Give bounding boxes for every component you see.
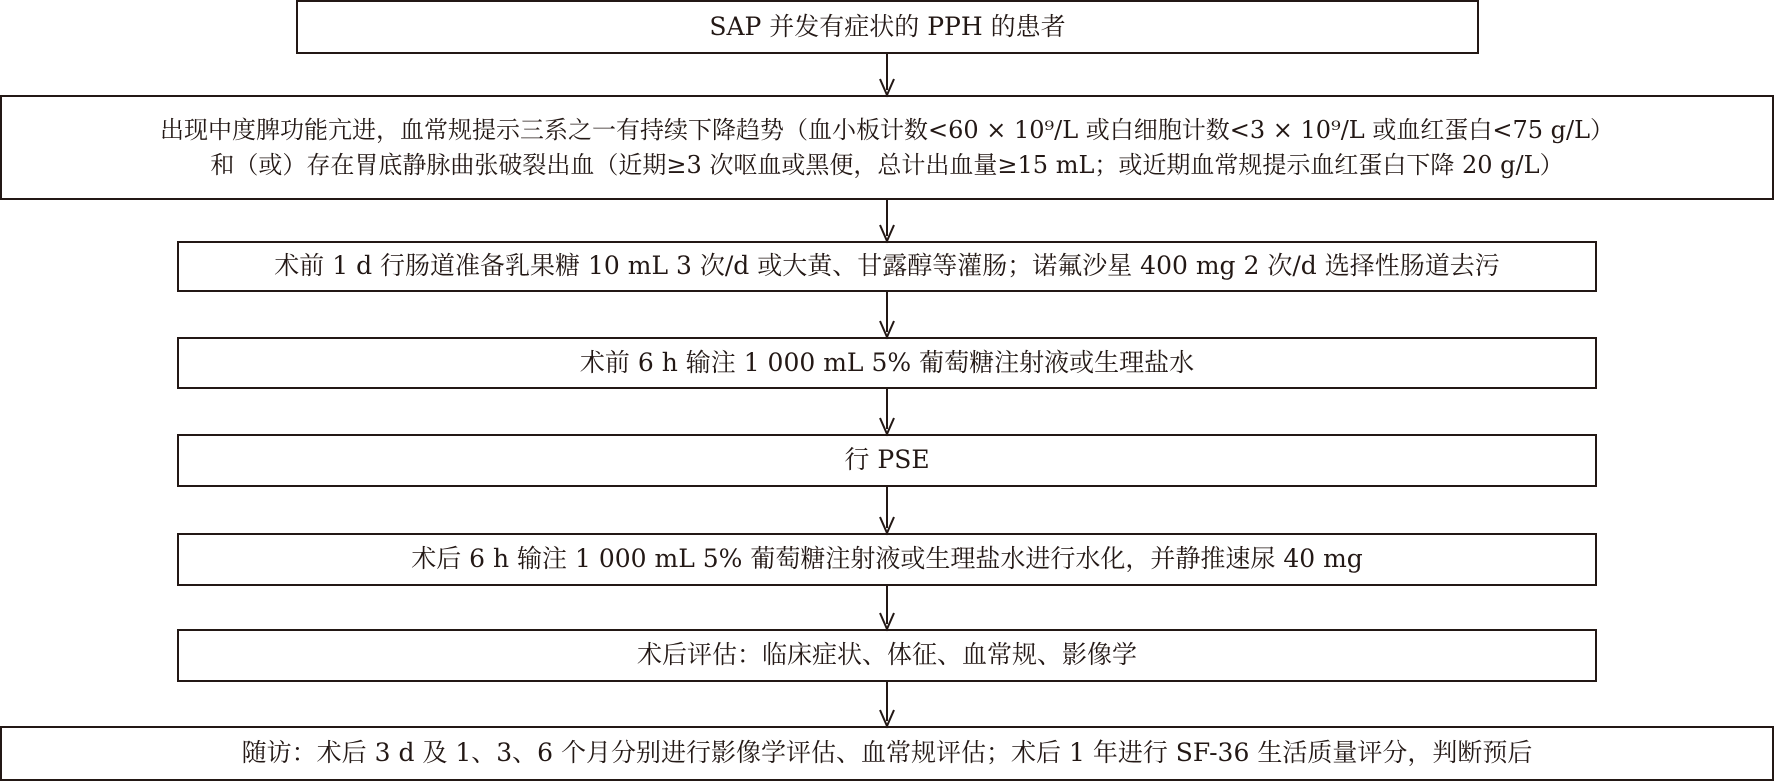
arrow-5-6-head — [880, 517, 894, 533]
arrow-1-2-head — [880, 79, 894, 95]
arrow-7-8-head — [880, 710, 894, 726]
arrow-4-5-head — [880, 418, 894, 434]
step-2-line-1: 出现中度脾功能亢进，血常规提示三系之一有持续下降趋势（血小板计数<60 × 10⁹/L 或白细胞计数<3 × 10⁹/L 或血红蛋白<75 g/L） — [159, 115, 1615, 144]
step-5-perform-pse — [177, 434, 1597, 487]
step-2-line-2: 和（或）存在胃底静脉曲张破裂出血（近期≥3 次呕血或黑便，总计出血量≥15 mL；或近期血常规提示血红蛋白下降 20 g/L） — [210, 150, 1564, 179]
step-3-bowel-preparation — [177, 241, 1597, 292]
arrow-3-4-head — [880, 321, 894, 337]
step-4-preop-infusion — [177, 337, 1597, 389]
step-5-line-1: 行 PSE — [844, 445, 930, 475]
step-1-line-1: SAP 并发有症状的 PPH 的患者 — [709, 11, 1066, 41]
arrow-6-7-head — [880, 613, 894, 629]
step-8-line-1: 随访：术后 3 d 及 1、3、6 个月分别进行影像学评估、血常规评估；术后 1 年进行 SF-36 生活质量评分，判断预后 — [241, 738, 1533, 768]
step-8-follow-up — [0, 726, 1774, 781]
step-3-line-1: 术前 1 d 行肠道准备乳果糖 10 mL 3 次/d 或大黄、甘露醇等灌肠；诺氟沙星 400 mg 2 次/d 选择性肠道去污 — [274, 251, 1500, 281]
step-6-line-1: 术后 6 h 输注 1 000 mL 5% 葡萄糖注射液或生理盐水进行水化，并静推速尿 40 mg — [411, 544, 1363, 574]
step-7-postop-evaluation — [177, 629, 1597, 682]
step-2-indications — [0, 95, 1774, 200]
step-6-postop-hydration — [177, 533, 1597, 586]
step-7-line-1: 术后评估：临床症状、体征、血常规、影像学 — [636, 640, 1137, 670]
step-4-line-1: 术前 6 h 输注 1 000 mL 5% 葡萄糖注射液或生理盐水 — [579, 347, 1195, 377]
step-1-patient-selection — [296, 0, 1479, 54]
arrow-2-3-head — [880, 225, 894, 241]
